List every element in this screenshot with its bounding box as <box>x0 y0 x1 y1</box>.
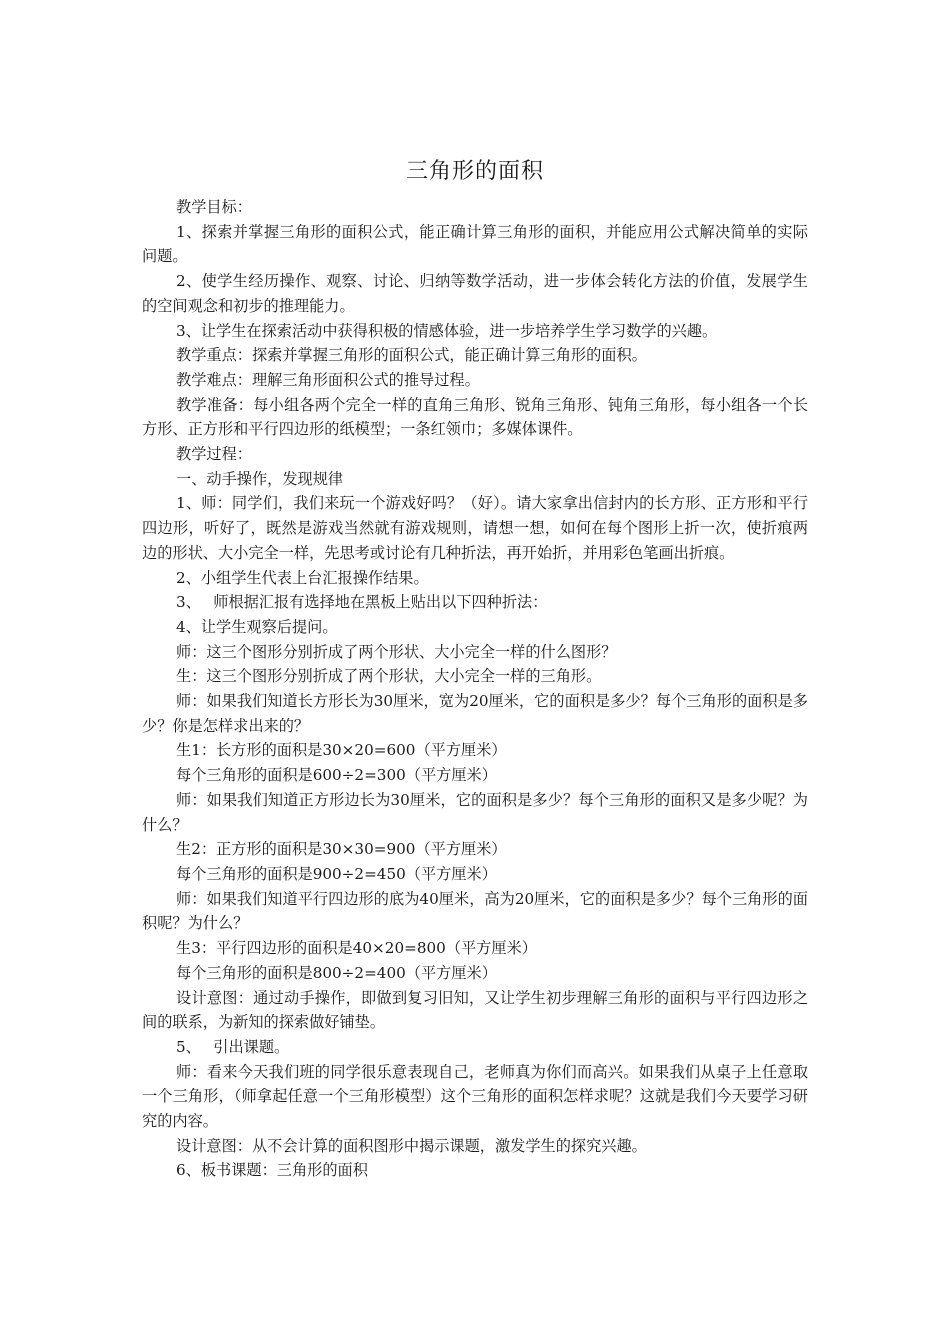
paragraph-key-point: 教学重点：探索并掌握三角形的面积公式，能正确计算三角形的面积。 <box>176 346 647 365</box>
paragraph-section-1-heading: 一、动手操作，发现规律 <box>176 469 344 488</box>
paragraph-dialogue: 师：看来今天我们班的同学很乐意表现自己，老师真为你们而高兴。如果我们从桌子上任意取一个三角形，（师拿起任意一个三角形模型）这个三角形的面积怎样求呢？这就是我们今天要学习研究的内容。 <box>142 1062 808 1131</box>
paragraph-step-4: 4、让学生观察后提问。 <box>176 617 338 636</box>
paragraph-design-intent: 设计意图：从不会计算的面积图形中揭示课题，激发学生的探究兴趣。 <box>176 1136 647 1155</box>
document-title: 三角形的面积 <box>405 159 544 184</box>
paragraph-step-5: 5、 引出课题。 <box>176 1037 290 1056</box>
document-body <box>142 155 808 1183</box>
paragraph-dialogue: 生1：长方形的面积是30×20=600（平方厘米） <box>176 741 507 760</box>
paragraph-dialogue: 师：如果我们知道长方形长为30厘米，宽为20厘米，它的面积是多少？每个三角形的面积是多少？你是怎样求出来的？ <box>142 692 808 735</box>
paragraph-dialogue: 每个三角形的面积是800÷2=400（平方厘米） <box>176 963 497 982</box>
paragraph-dialogue: 师：如果我们知道平行四边形的底为40厘米，高为20厘米，它的面积是多少？每个三角形的面积呢？为什么？ <box>142 889 808 933</box>
paragraph-design-intent: 设计意图：通过动手操作，即做到复习旧知，又让学生初步理解三角形的面积与平行四边形之间的联系，为新知的探索做好铺垫。 <box>142 988 808 1032</box>
paragraph-dialogue: 每个三角形的面积是900÷2=450（平方厘米） <box>176 864 497 883</box>
paragraph-dialogue: 生3：平行四边形的面积是40×20=800（平方厘米） <box>176 939 537 958</box>
paragraph-objectives-heading: 教学目标： <box>176 198 252 216</box>
paragraph-objective-2: 2、使学生经历操作、观察、讨论、归纳等数学活动，进一步体会转化方法的价值，发展学生的空间观念和初步的推理能力。 <box>142 272 808 315</box>
paragraph-dialogue: 生：这三个图形分别折成了两个形状，大小完全一样的三角形。 <box>176 667 602 686</box>
paragraph-step-3: 3、 师根据汇报有选择地在黑板上贴出以下四种折法： <box>176 593 548 612</box>
paragraph-step-1: 1、师：同学们，我们来玩一个游戏好吗？（好）。请大家拿出信封内的长方形、正方形和平行四边形，听好了，既然是游戏当然就有游戏规则，请想一想，如何在每个图形上折一次，使折痕两边的形状、大小完全一样，先思考或讨论有几种折法，再开始折，并用彩色笔画出折痕。 <box>142 494 808 562</box>
paragraph-dialogue: 生2：正方形的面积是30×30=900（平方厘米） <box>176 840 507 859</box>
paragraph-step-6: 6、板书课题：三角形的面积 <box>176 1161 368 1180</box>
paragraph-step-2: 2、小组学生代表上台汇报操作结果。 <box>176 568 429 587</box>
paragraph-dialogue: 师：这三个图形分别折成了两个形状、大小完全一样的什么图形？ <box>176 642 617 661</box>
paragraph-preparation: 教学准备：每小组各两个完全一样的直角三角形、锐角三角形、钝角三角形，每小组各一个长方形、正方形和平行四边形的纸模型；一条红领巾；多媒体课件。 <box>142 395 808 439</box>
paragraph-dialogue: 师：如果我们知道正方形边长为30厘米，它的面积是多少？每个三角形的面积又是多少呢？为什么？ <box>142 790 808 834</box>
paragraph-process-heading: 教学过程： <box>176 445 252 464</box>
paragraph-difficulty: 教学难点：理解三角形面积公式的推导过程。 <box>176 370 480 389</box>
paragraph-dialogue: 每个三角形的面积是600÷2=300（平方厘米） <box>176 766 497 785</box>
paragraph-objective-1: 1、探索并掌握三角形的面积公式，能正确计算三角形的面积，并能应用公式解决简单的实际问题。 <box>142 222 808 266</box>
paragraph-objective-3: 3、让学生在探索活动中获得积极的情感体验，进一步培养学生学习数学的兴趣。 <box>176 321 718 340</box>
